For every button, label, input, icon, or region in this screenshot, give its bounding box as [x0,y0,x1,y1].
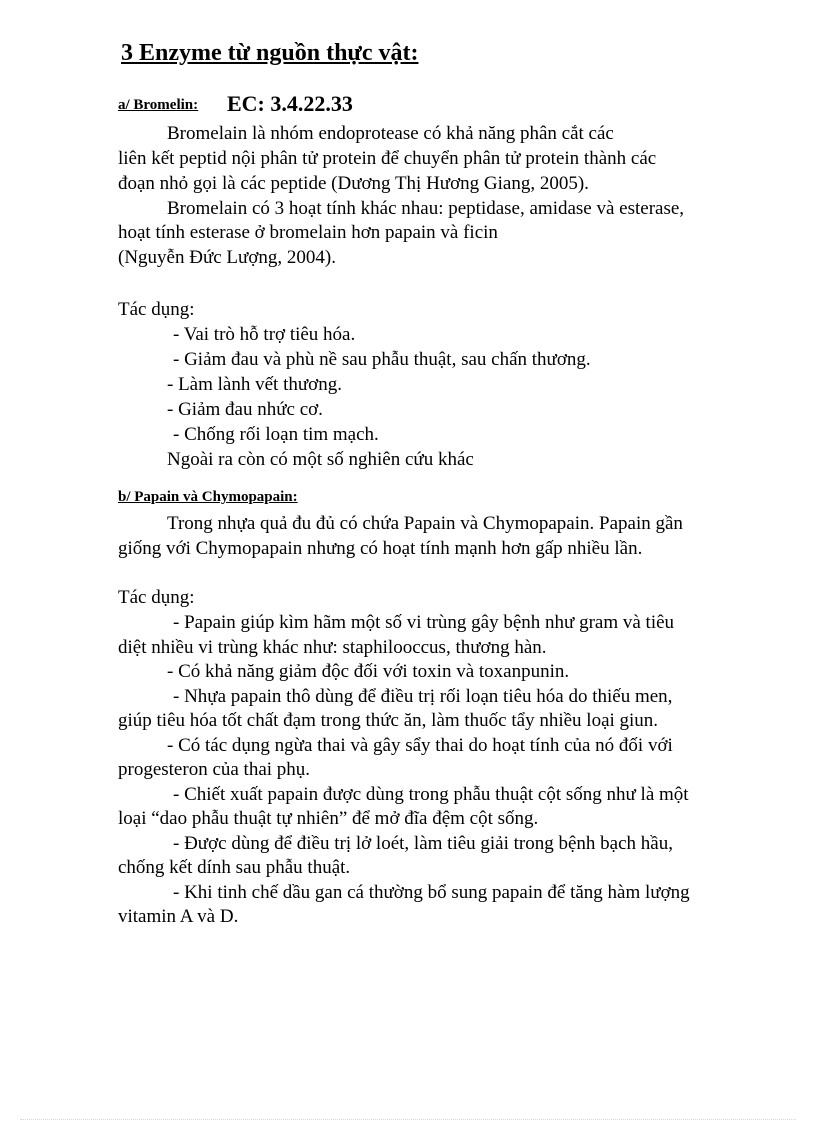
list-item: vitamin A và D. [118,906,239,927]
paragraph-line: Ngoài ra còn có một số nghiên cứu khác [167,449,474,470]
list-item: chống kết dính sau phẫu thuật. [118,857,351,878]
list-item: giúp tiêu hóa tốt chất đạm trong thức ăn, làm thuốc tẩy nhiều loại giun. [118,710,659,731]
paragraph-line: Trong nhựa quả đu đủ có chứa Papain và Chymopapain. Papain gần [167,513,683,534]
list-item: - Được dùng để điều trị lở loét, làm tiêu giải trong bệnh bạch hầu, [173,833,673,854]
paragraph-line: Bromelain có 3 hoạt tính khác nhau: peptidase, amidase và esterase, [167,198,685,219]
list-item: loại “dao phẫu thuật tự nhiên” để mở đĩa đệm cột sống. [118,808,539,829]
list-item: - Chống rối loạn tim mạch. [173,424,379,445]
section-a-heading: a/ Bromelin: [118,97,199,113]
list-item: - Chiết xuất papain được dùng trong phẫu thuật cột sống như là một [173,784,689,805]
list-item: - Giảm đau nhức cơ. [167,399,323,420]
paragraph-line: giống với Chymopapain nhưng có hoạt tính mạnh hơn gấp nhiều lần. [118,538,643,559]
list-item: - Có tác dụng ngừa thai và gây sẩy thai do hoạt tính của nó đối với [167,735,673,756]
paragraph-line: liên kết peptid nội phân tử protein để chuyển phân tử protein thành các [118,148,657,169]
list-item: - Làm lành vết thương. [167,374,342,395]
paragraph-line: hoạt tính esterase ở bromelain hơn papain và ficin [118,222,498,243]
page-bottom-rule [20,1119,796,1120]
paragraph-line: Bromelain là nhóm endoprotease có khả năng phân cắt các [167,123,614,144]
effects-label: Tác dụng: [118,299,195,320]
paragraph-line: đoạn nhỏ gọi là các peptide (Dương Thị Hương Giang, 2005). [118,173,589,194]
list-item: - Nhựa papain thô dùng để điều trị rối loạn tiêu hóa do thiếu men, [173,686,673,707]
list-item: - Có khả năng giảm độc đối với toxin và toxanpunin. [167,661,570,682]
effects-label: Tác dụng: [118,587,195,608]
list-item: - Khi tinh chế dầu gan cá thường bổ sung papain để tăng hàm lượng [173,882,690,903]
list-item: diệt nhiều vi trùng khác như: staphilooccus, thương hàn. [118,637,547,658]
list-item: progesteron của thai phụ. [118,759,311,780]
list-item: - Papain giúp kìm hãm một số vi trùng gây bệnh như gram và tiêu [173,612,675,633]
paragraph-line: (Nguyễn Đức Lượng, 2004). [118,247,336,268]
section-b-heading: b/ Papain và Chymopapain: [118,489,298,505]
list-item: - Vai trò hỗ trợ tiêu hóa. [173,324,356,345]
page-title: 3 Enzyme từ nguồn thực vật: [121,40,419,66]
ec-number: EC: 3.4.22.33 [227,91,353,116]
list-item: - Giảm đau và phù nề sau phẫu thuật, sau chấn thương. [173,349,591,370]
